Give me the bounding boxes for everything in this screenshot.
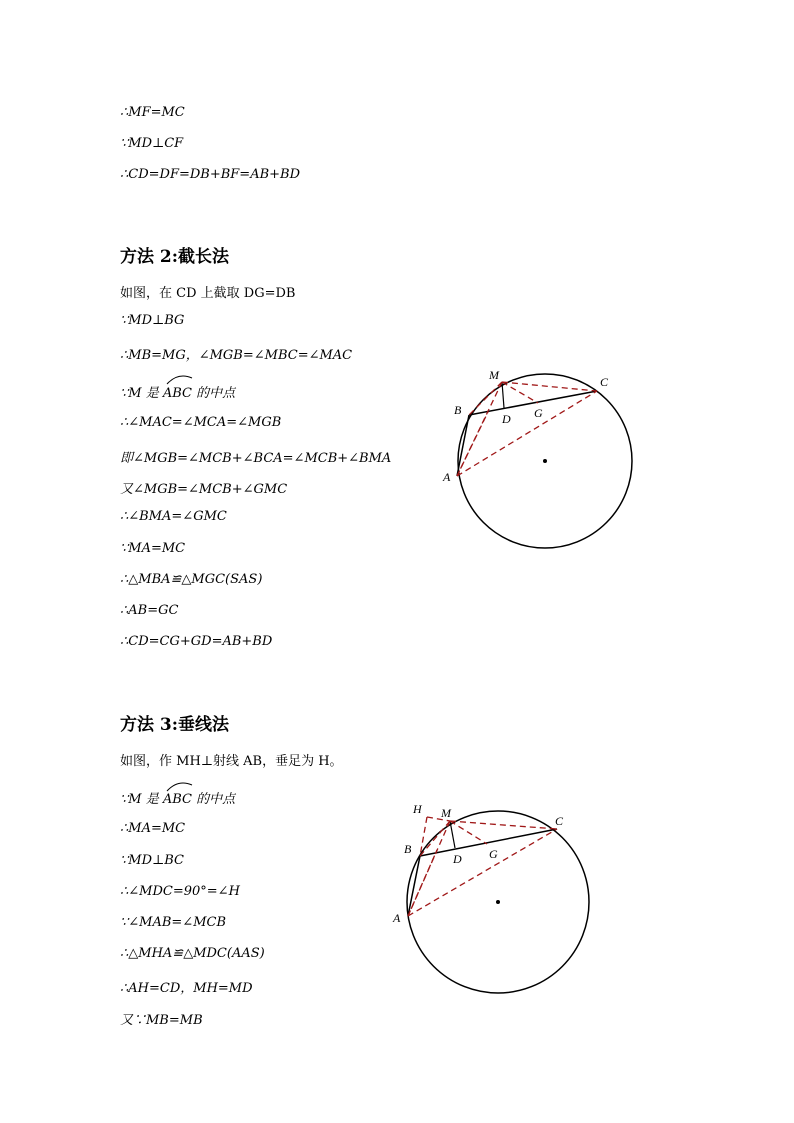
proof-line: ∴CD=CG+GD=AB+BD [120, 634, 273, 649]
label-G: G [489, 847, 498, 861]
label-G: G [534, 406, 543, 420]
label-D: D [453, 852, 462, 866]
proof-line: ∵∠MAB=∠MCB [120, 915, 227, 930]
segment-A-aux [457, 412, 488, 476]
proof-line: ∴∠MAC=∠MCA=∠MGB [120, 415, 282, 430]
segment-AB [408, 856, 420, 916]
arc-symbol-icon [164, 779, 196, 793]
center-point [496, 900, 500, 904]
proof-line: ∴△MBA≌△MGC(SAS) [120, 572, 263, 587]
proof-line: 即∠MGB=∠MCB+∠BCA=∠MCB+∠BMA [120, 451, 392, 466]
proof-line: 如图，作 MH⊥射线 AB，垂足为 H。 [120, 754, 343, 769]
proof-line: ∵MD⊥CF [120, 136, 184, 151]
proof-line: 如图，在 CD 上截取 DG=DB [120, 286, 296, 301]
proof-line: ∵M 是 ABC 的中点 [120, 792, 236, 807]
label-B: B [404, 842, 412, 856]
proof-line: ∴AB=GC [120, 603, 179, 618]
proof-line: ∵MD⊥BC [120, 853, 184, 868]
method2-heading: 方法 2:截长法 [120, 247, 230, 267]
proof-line: ∵MA=MC [120, 541, 186, 556]
proof-line: ∴MB=MG，∠MGB=∠MBC=∠MAC [120, 348, 353, 363]
proof-line: ∴MA=MC [120, 821, 186, 836]
label-M: M [489, 368, 499, 382]
proof-line: ∴∠BMA=∠GMC [120, 509, 227, 524]
proof-line: ∴AH=CD，MH=MD [120, 981, 253, 996]
center-point [543, 459, 547, 463]
segment-MD [502, 382, 504, 408]
segment-A-aux [408, 850, 437, 916]
label-M: M [441, 806, 451, 820]
proof-line: ∴MF=MC [120, 105, 185, 120]
label-H: H [413, 802, 422, 816]
label-B: B [454, 403, 462, 417]
label-A: A [393, 911, 401, 925]
label-C: C [600, 375, 609, 389]
label-C: C [555, 814, 564, 828]
proof-line: 又∠MGB=∠MCB+∠GMC [120, 482, 288, 497]
circle-figure-method3 [385, 795, 605, 1000]
proof-line: ∴△MHA≌△MDC(AAS) [120, 946, 265, 961]
method3-heading: 方法 3:垂线法 [120, 715, 230, 735]
label-D: D [502, 412, 511, 426]
proof-line: ∵M 是 ABC 的中点 [120, 386, 236, 401]
arc-symbol-icon [164, 372, 196, 386]
label-A: A [443, 470, 451, 484]
proof-line: ∴∠MDC=90°=∠H [120, 884, 240, 899]
proof-line: ∴CD=DF=DB+BF=AB+BD [120, 167, 301, 182]
proof-line: ∵MD⊥BG [120, 313, 185, 328]
segment-MD [450, 821, 455, 848]
proof-line: 又∵MB=MB [120, 1013, 203, 1028]
segment-MG [450, 821, 487, 844]
circle-figure-method2 [430, 360, 650, 560]
